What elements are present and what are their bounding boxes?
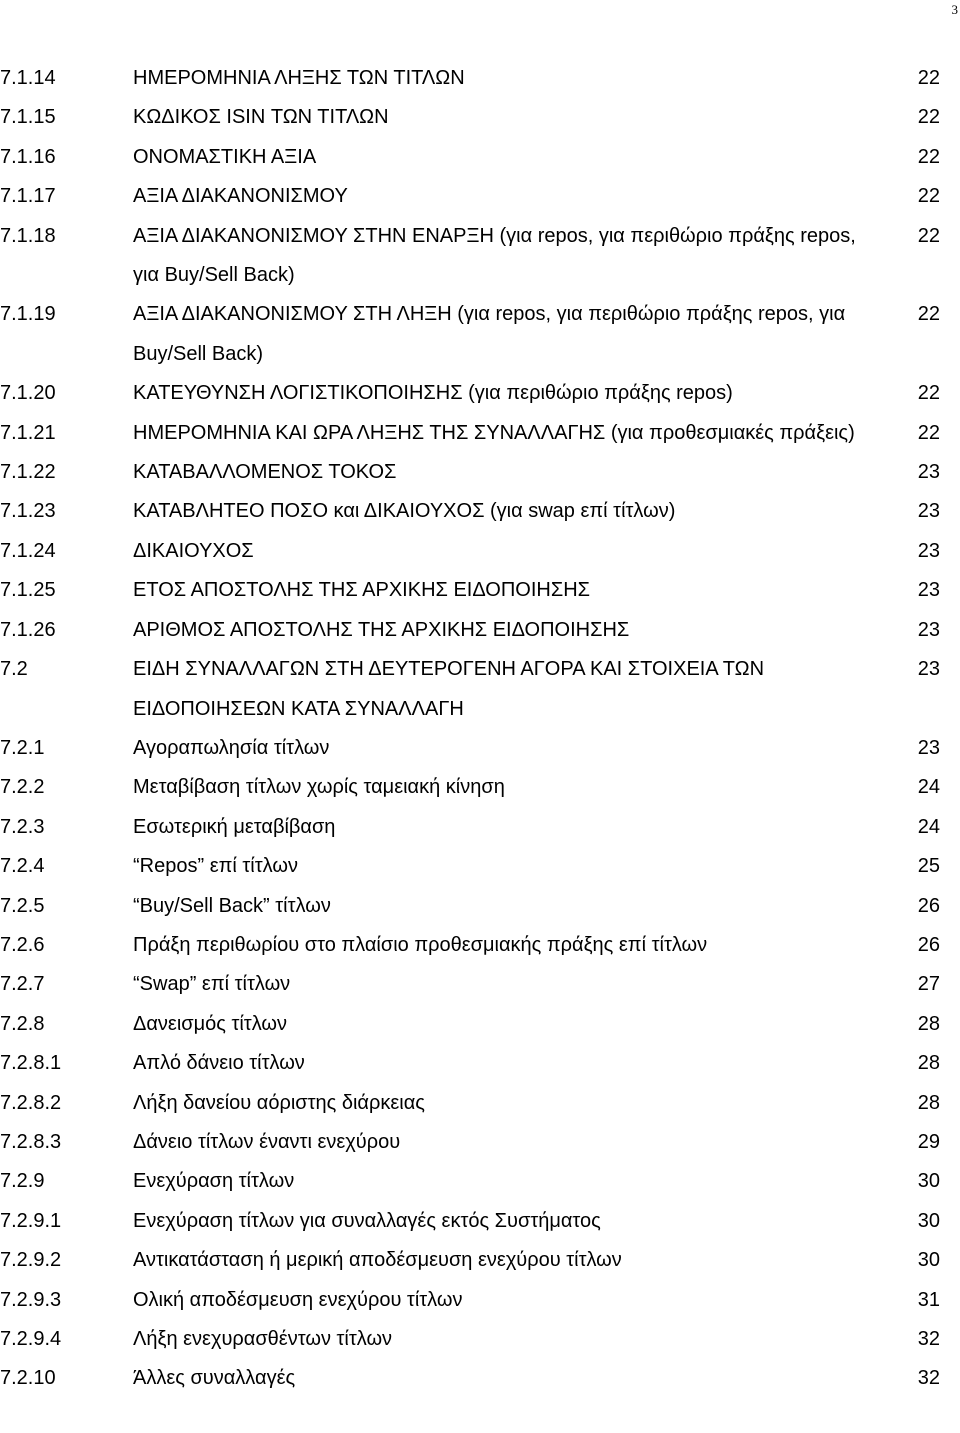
toc-entry-number: 7.2.8 <box>0 1012 45 1035</box>
toc-entry-number: 7.1.14 <box>0 67 56 89</box>
toc-entry-number: 7.1.17 <box>0 185 56 208</box>
toc-entry-title: ΑΞΙΑ ΔΙΑΚΑΝΟΝΙΣΜΟΥ ΣΤΗ ΛΗΞΗ (για repos, για περιθώριο πράξης repos, για Buy/Sell Back) <box>133 303 846 365</box>
toc-entry-page: 23 <box>917 579 940 602</box>
toc-entry-title: Απλό δάνειο τίτλων <box>133 1052 305 1075</box>
toc-entry-number: 7.2.1 <box>0 736 45 759</box>
toc-entry-number: 7.1.23 <box>0 500 56 523</box>
toc-entry-page: 22 <box>917 382 940 405</box>
toc-entry-page: 23 <box>917 658 940 681</box>
toc-entry <box>0 887 960 926</box>
toc-entry <box>0 98 960 137</box>
toc-entry-page: 30 <box>917 1209 940 1232</box>
toc-entry-page: 22 <box>917 106 940 129</box>
toc-entry <box>0 729 960 768</box>
toc-entry-title: ΕΤΟΣ ΑΠΟΣΤΟΛΗΣ ΤΗΣ ΑΡΧΙΚΗΣ ΕΙΔΟΠΟΙΗΣΗΣ <box>133 579 591 602</box>
toc-entry-title: ΔΙΚΑΙΟΥΧΟΣ <box>133 539 254 562</box>
toc-entry-page: 23 <box>917 500 940 523</box>
toc-entry <box>0 1320 960 1359</box>
toc-entry-page: 23 <box>917 539 940 562</box>
toc-entry-number: 7.1.15 <box>0 106 56 129</box>
toc-entry-number: 7.2.9.3 <box>0 1288 62 1311</box>
toc-entry-page: 31 <box>917 1288 940 1311</box>
toc-entry-title: Δάνειο τίτλων έναντι ενεχύρου <box>133 1130 401 1153</box>
toc-entry-page: 24 <box>917 815 940 838</box>
toc-entry-title: ΑΞΙΑ ΔΙΑΚΑΝΟΝΙΣΜΟΥ <box>133 185 348 208</box>
toc-entry <box>0 1123 960 1162</box>
toc-entry <box>0 808 960 847</box>
toc-entry-page: 30 <box>917 1170 940 1193</box>
toc-entry-number: 7.2.10 <box>0 1367 56 1390</box>
toc-entry-number: 7.1.24 <box>0 539 56 562</box>
toc-entry-title: ΗΜΕΡΟΜΗΝΙΑ ΚΑΙ ΩΡΑ ΛΗΞΗΣ ΤΗΣ ΣΥΝΑΛΛΑΓΗΣ (για προθεσμιακές πράξεις) <box>133 421 855 444</box>
toc-entry <box>0 177 960 216</box>
toc-entry <box>0 1359 960 1398</box>
toc-entry <box>0 374 960 413</box>
toc-entry-number: 7.1.20 <box>0 382 56 405</box>
toc-entry-title: ΕΙΔΗ ΣΥΝΑΛΛΑΓΩΝ ΣΤΗ ΔΕΥΤΕΡΟΓΕΝΗ ΑΓΟΡΑ ΚΑΙ ΣΤΟΙΧΕΙΑ ΤΩΝ ΕΙΔΟΠΟΙΗΣΕΩΝ ΚΑΤΑ ΣΥΝΑΛΛΑΓΗ <box>133 658 765 720</box>
toc-entry-title: ΑΞΙΑ ΔΙΑΚΑΝΟΝΙΣΜΟΥ ΣΤΗΝ ΕΝΑΡΞΗ (για repos, για περιθώριο πράξης repos, για Buy/Sell Back) <box>133 224 856 287</box>
toc-entry <box>0 965 960 1004</box>
toc-entry-title: ΗΜΕΡΟΜΗΝΙΑ ΛΗΞΗΣ ΤΩΝ ΤΙΤΛΩΝ <box>133 67 465 89</box>
toc-entry-number: 7.2.2 <box>0 776 45 799</box>
toc-entry-page: 26 <box>917 933 940 956</box>
toc-entry-number: 7.2.4 <box>0 855 45 878</box>
toc-entry-page: 23 <box>917 618 940 641</box>
toc-entry-title: ΚΑΤΑΒΛΗΤΕΟ ΠΟΣΟ και ΔΙΚΑΙΟΥΧΟΣ (για swap επί τίτλων) <box>133 500 676 523</box>
toc-entry-title: Άλλες συναλλαγές <box>133 1367 296 1390</box>
toc-entry-page: 22 <box>917 421 940 444</box>
toc-entry <box>0 1005 960 1044</box>
toc-entry-number: 7.1.26 <box>0 618 56 641</box>
toc-entry-title: Εσωτερική μεταβίβαση <box>133 815 336 838</box>
toc-entry-title: Αγοραπωλησία τίτλων <box>133 736 330 759</box>
toc-entry <box>0 1044 960 1083</box>
toc-entry-page: 28 <box>917 1091 940 1114</box>
toc-entry-number: 7.2.8.2 <box>0 1091 62 1114</box>
toc-entry-page: 24 <box>917 776 940 799</box>
toc-entry-page: 27 <box>917 973 940 996</box>
toc-entry-title: ΚΩΔΙΚΟΣ ISIN ΤΩΝ ΤΙΤΛΩΝ <box>133 106 389 129</box>
toc-entry <box>0 414 960 453</box>
toc-entry-number: 7.2.3 <box>0 815 45 838</box>
toc-entry-page: 22 <box>917 185 940 208</box>
toc-entry-title: Λήξη ενεχυρασθέντων τίτλων <box>133 1328 393 1350</box>
toc-entry-page: 32 <box>917 1367 940 1390</box>
toc-entry-page: 28 <box>917 1012 940 1035</box>
page-number: 3 <box>951 2 958 17</box>
toc-entry <box>0 1241 960 1280</box>
toc-entry <box>0 1281 960 1320</box>
toc-entry-number: 7.1.22 <box>0 461 56 484</box>
toc-entry-title: “Buy/Sell Back” τίτλων <box>133 894 331 917</box>
toc-entry-number: 7.1.19 <box>0 303 56 326</box>
toc-entry-number: 7.2 <box>0 658 28 681</box>
toc-entry <box>0 847 960 886</box>
toc-entry-title: ΟΝΟΜΑΣΤΙΚΗ ΑΞΙΑ <box>133 145 317 168</box>
toc-entry-number: 7.2.7 <box>0 973 45 996</box>
toc-entry-page: 22 <box>917 303 940 326</box>
toc-entry <box>0 217 960 296</box>
toc-entry-page: 29 <box>917 1130 940 1153</box>
toc-entry-page: 23 <box>917 736 940 759</box>
toc-entry-page: 25 <box>917 855 940 878</box>
toc-entry <box>0 1202 960 1241</box>
toc-entry-number: 7.2.8.1 <box>0 1052 62 1075</box>
toc-entry <box>0 926 960 965</box>
toc-entry <box>0 611 960 650</box>
toc-entry-page: 30 <box>917 1249 940 1272</box>
toc-entry-title: ΚΑΤΕΥΘΥΝΣΗ ΛΟΓΙΣΤΙΚΟΠΟΙΗΣΗΣ (για περιθώριο πράξης repos) <box>133 382 733 405</box>
toc-entry-page: 22 <box>917 145 940 168</box>
toc-entry <box>0 1162 960 1201</box>
toc-entry-number: 7.2.6 <box>0 933 45 956</box>
toc-entry-title: Ενεχύραση τίτλων <box>133 1170 295 1193</box>
toc-entry-number: 7.1.18 <box>0 224 56 247</box>
toc-entry-title: Ενεχύραση τίτλων για συναλλαγές εκτός Συστήματος <box>133 1209 601 1232</box>
toc-entry-title: Αντικατάσταση ή μερική αποδέσμευση ενεχύρου τίτλων <box>133 1249 622 1272</box>
toc-entry-page: 23 <box>917 461 940 484</box>
toc-entry-number: 7.2.8.3 <box>0 1130 62 1153</box>
toc-entry-page: 28 <box>917 1052 940 1075</box>
toc-entry-page: 22 <box>917 224 940 247</box>
toc-entry-number: 7.2.9 <box>0 1170 45 1193</box>
toc-entry <box>0 768 960 807</box>
toc-entry-number: 7.2.9.2 <box>0 1249 62 1272</box>
toc-entry-title: ΑΡΙΘΜΟΣ ΑΠΟΣΤΟΛΗΣ ΤΗΣ ΑΡΧΙΚΗΣ ΕΙΔΟΠΟΙΗΣΗΣ <box>133 618 630 641</box>
table-of-contents <box>0 59 960 1399</box>
toc-entry-number: 7.2.9.4 <box>0 1328 62 1350</box>
toc-entry-page: 32 <box>917 1328 940 1350</box>
toc-entry <box>0 453 960 492</box>
toc-entry-number: 7.2.5 <box>0 894 45 917</box>
toc-entry-page: 26 <box>917 894 940 917</box>
toc-entry-title: “Repos” επί τίτλων <box>133 855 298 878</box>
toc-entry <box>0 532 960 571</box>
toc-entry <box>0 59 960 98</box>
toc-entry <box>0 492 960 531</box>
toc-entry-number: 7.1.16 <box>0 145 56 168</box>
toc-entry <box>0 138 960 177</box>
toc-entry-title: Ολική αποδέσμευση ενεχύρου τίτλων <box>133 1288 463 1311</box>
toc-entry <box>0 571 960 610</box>
toc-entry-title: Δανεισμός τίτλων <box>133 1012 288 1035</box>
toc-entry <box>0 295 960 374</box>
toc-entry-number: 7.1.21 <box>0 421 56 444</box>
toc-entry <box>0 650 960 729</box>
toc-entry-number: 7.1.25 <box>0 579 56 602</box>
toc-entry-title: ΚΑΤΑΒΑΛΛΟΜΕΝΟΣ ΤΟΚΟΣ <box>133 461 397 484</box>
toc-entry-number: 7.2.9.1 <box>0 1209 62 1232</box>
toc-entry <box>0 1084 960 1123</box>
toc-entry-title: Πράξη περιθωρίου στο πλαίσιο προθεσμιακής πράξης επί τίτλων <box>133 933 708 956</box>
toc-entry-page: 22 <box>917 67 940 89</box>
toc-entry-title: Μεταβίβαση τίτλων χωρίς ταμειακή κίνηση <box>133 776 505 799</box>
toc-entry-title: “Swap” επί τίτλων <box>133 973 291 996</box>
toc-entry-title: Λήξη δανείου αόριστης διάρκειας <box>133 1091 425 1114</box>
